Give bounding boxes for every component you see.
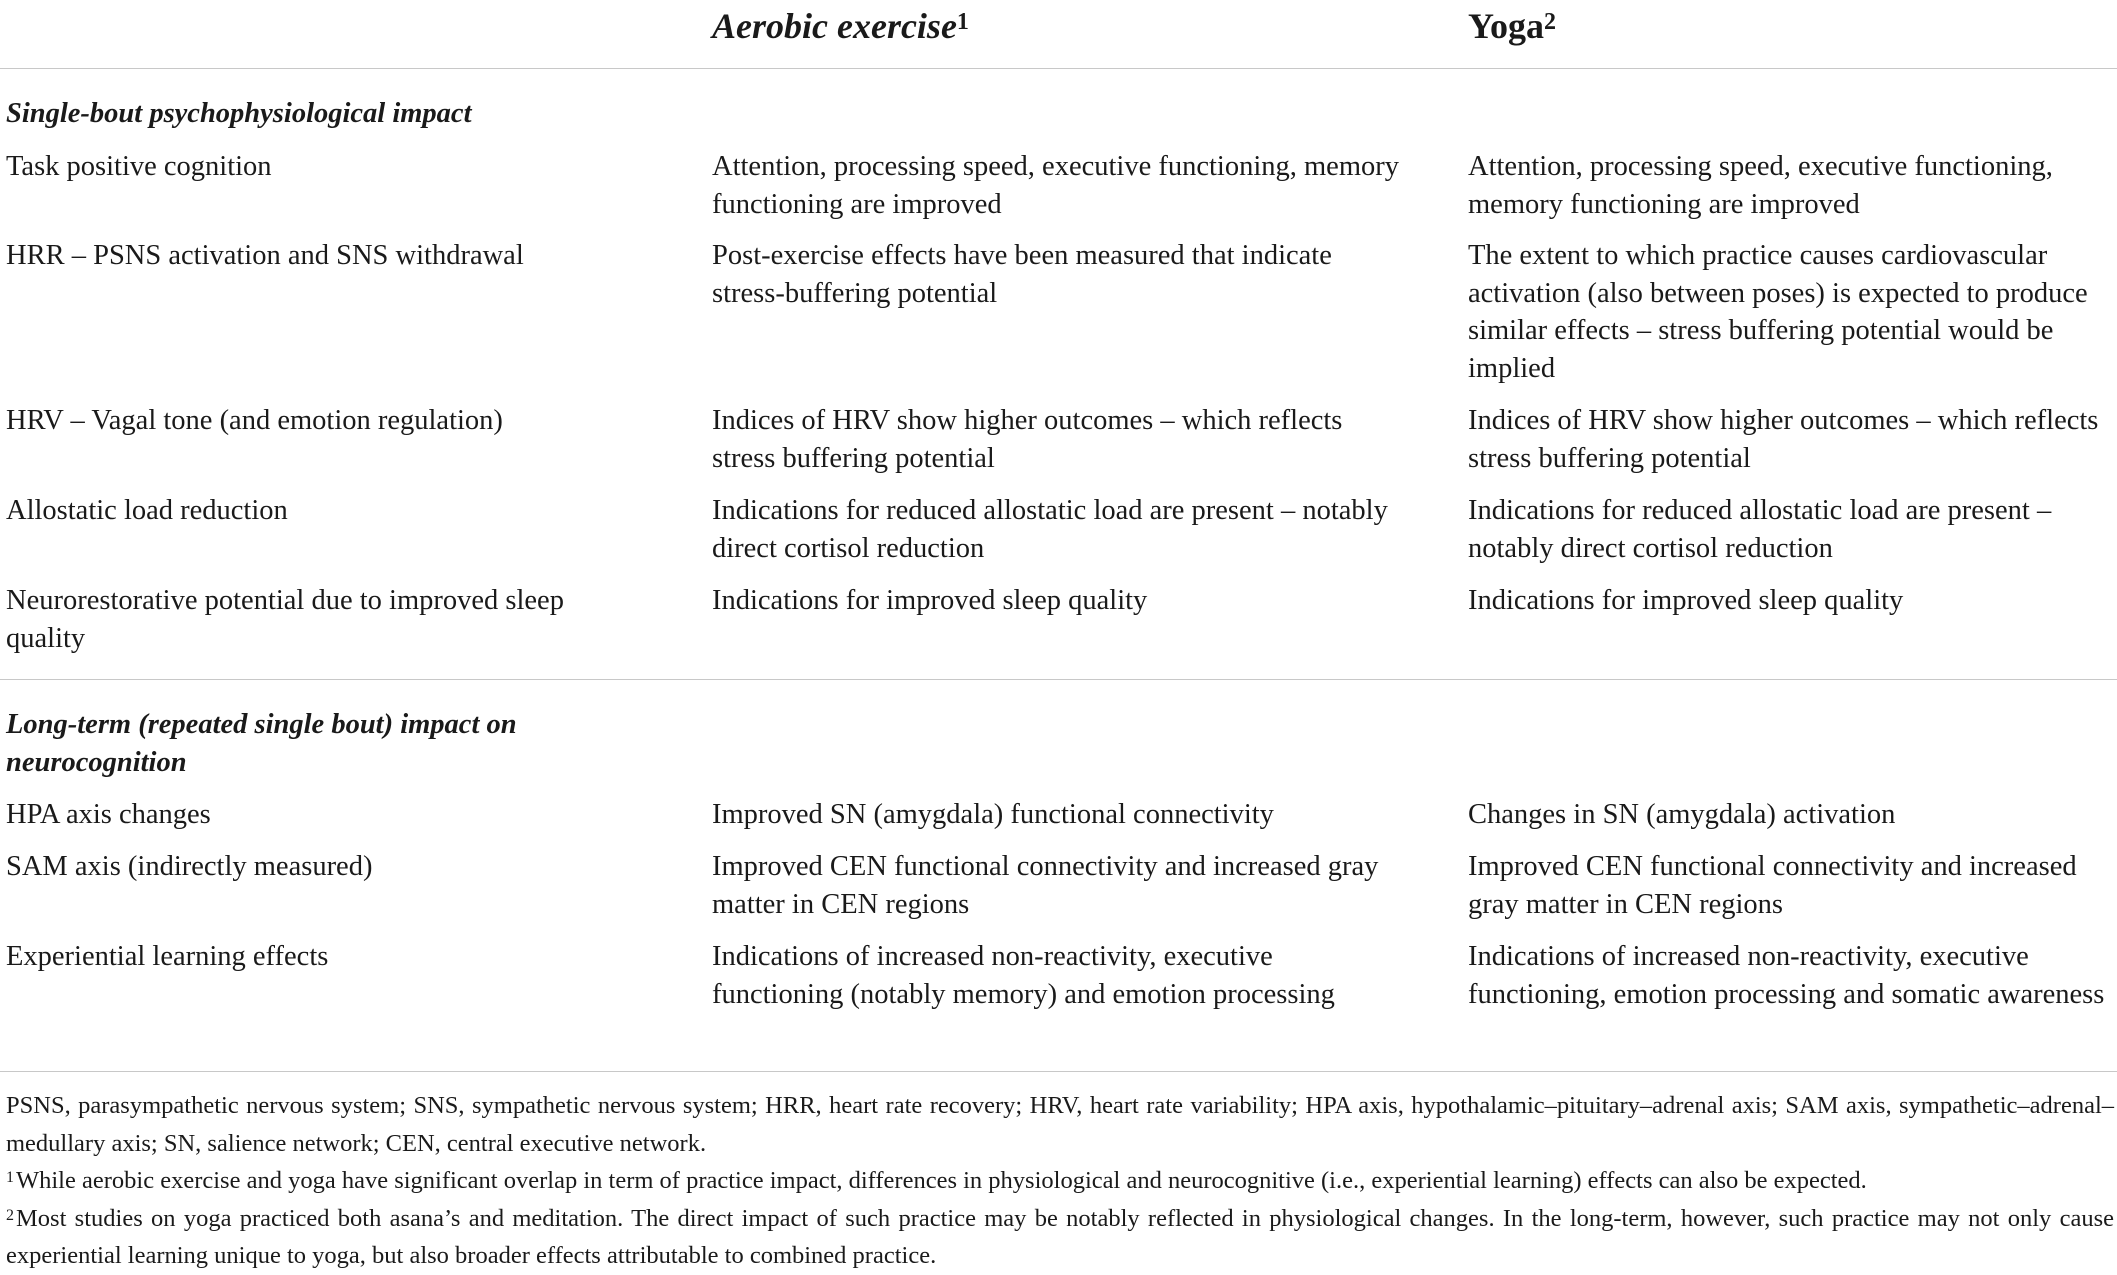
row-factor: Neurorestorative potential due to improved sleep quality xyxy=(6,585,564,654)
row-aerobic: Indications for reduced allostatic load are present – notably direct cortisol reduction xyxy=(712,495,1388,564)
footnote-1-text: While aerobic exercise and yoga have significant overlap in term of practice impact, differences in physiological and neurocognitive (i.e., experiential learning) effects can also be expected. xyxy=(16,1167,1867,1194)
column-header-aerobic-label: Aerobic exercise xyxy=(712,6,957,46)
footnote-2-mark: 2 xyxy=(6,1206,14,1224)
row-yoga: The extent to which practice causes cardiovascular activation (also between poses) is expected to produce similar effects – stress buffering potential would be implied xyxy=(1468,240,2088,384)
column-header-yoga-footnote-mark: 2 xyxy=(1544,9,1557,35)
abbreviations-note: PSNS, parasympathetic nervous system; SNS, sympathetic nervous system; HRR, heart rate recovery; HRV, heart rate variability; HPA axis, hypothalamic–pituitary–adrenal axis; SAM axis, sympathetic–adrenal–medullary axis; SN, salience network; CEN, central executive network. xyxy=(6,1092,2114,1157)
footnote-1 xyxy=(6,1162,2114,1200)
row-yoga: Improved CEN functional connectivity and increased gray matter in CEN regions xyxy=(1468,851,2077,920)
column-header-aerobic-footnote-mark: 1 xyxy=(956,9,969,35)
footnote-2 xyxy=(6,1200,2114,1275)
column-header-yoga xyxy=(1468,2,1556,50)
section-title-long-term: Long-term (repeated single bout) impact on neurocognition xyxy=(6,709,517,778)
row-factor: SAM axis (indirectly measured) xyxy=(6,851,373,882)
row-aerobic: Post-exercise effects have been measured that indicate stress-buffering potential xyxy=(712,240,1332,309)
row-yoga: Indications for improved sleep quality xyxy=(1468,585,1904,616)
column-header-aerobic xyxy=(712,2,969,50)
row-yoga: Indications of increased non-reactivity, executive functioning, emotion processing and somatic awareness xyxy=(1468,941,2105,1010)
row-aerobic: Indices of HRV show higher outcomes – which reflects stress buffering potential xyxy=(712,405,1343,474)
footnote-1-mark: 1 xyxy=(6,1169,14,1186)
row-yoga: Attention, processing speed, executive functioning, memory functioning are improved xyxy=(1468,151,2053,220)
row-factor: HPA axis changes xyxy=(6,799,211,830)
row-factor: Allostatic load reduction xyxy=(6,495,288,526)
row-aerobic: Improved SN (amygdala) functional connectivity xyxy=(712,799,1274,830)
row-aerobic: Attention, processing speed, executive functioning, memory functioning are improved xyxy=(712,151,1399,220)
table-footnotes xyxy=(6,1087,2114,1275)
footnote-2-text: Most studies on yoga practiced both asana’s and meditation. The direct impact of such practice may be notably reflected in physiological changes. In the long-term, however, such practice may not only cause experiential learning unique to yoga, but also broader effects attributable to combined practice. xyxy=(6,1204,2114,1269)
row-aerobic: Indications of increased non-reactivity, executive functioning (notably memory) and emotion processing xyxy=(712,941,1335,1010)
row-aerobic: Improved CEN functional connectivity and increased gray matter in CEN regions xyxy=(712,851,1379,920)
header-divider xyxy=(0,68,2117,69)
row-aerobic: Indications for improved sleep quality xyxy=(712,585,1148,616)
row-yoga: Changes in SN (amygdala) activation xyxy=(1468,799,1896,830)
row-yoga: Indications for reduced allostatic load are present – notably direct cortisol reduction xyxy=(1468,495,2052,564)
column-header-yoga-label: Yoga xyxy=(1468,6,1545,46)
row-factor: HRR – PSNS activation and SNS withdrawal xyxy=(6,240,524,271)
row-factor: Task positive cognition xyxy=(6,151,272,182)
section-title-single-bout: Single-bout psychophysiological impact xyxy=(6,98,472,129)
footer-divider xyxy=(0,1071,2117,1072)
row-factor: HRV – Vagal tone (and emotion regulation) xyxy=(6,405,503,436)
row-yoga: Indices of HRV show higher outcomes – which reflects stress buffering potential xyxy=(1468,405,2099,474)
section-divider xyxy=(0,679,2117,680)
row-factor: Experiential learning effects xyxy=(6,941,329,972)
